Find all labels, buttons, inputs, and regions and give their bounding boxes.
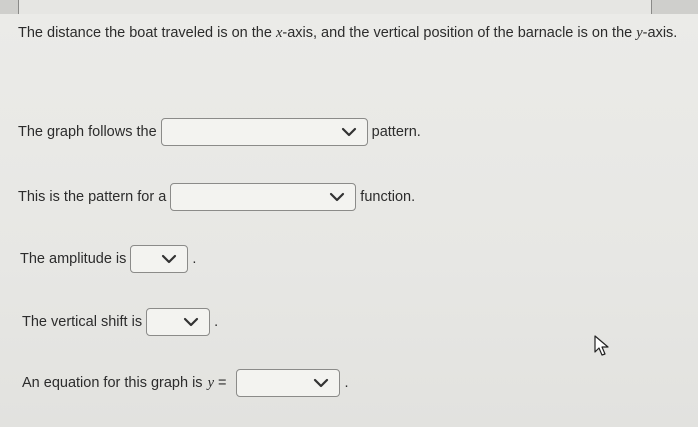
vertical-shift-dropdown[interactable] bbox=[146, 308, 210, 336]
chevron-down-icon bbox=[329, 191, 345, 203]
question-intro bbox=[18, 24, 678, 42]
amplitude-suffix: . bbox=[192, 251, 197, 267]
function-suffix: function. bbox=[360, 189, 416, 205]
mouse-pointer-icon bbox=[594, 335, 610, 362]
previous-answer-cell bbox=[18, 0, 652, 15]
equation-prefix: An equation for this graph is bbox=[22, 375, 203, 391]
equation-row bbox=[22, 369, 349, 397]
vertical-shift-suffix: . bbox=[214, 314, 219, 330]
equation-equals: = bbox=[218, 375, 227, 391]
pattern-dropdown[interactable] bbox=[161, 118, 368, 146]
intro-text-3: -axis. bbox=[642, 25, 678, 41]
vertical-shift-prefix: The vertical shift is bbox=[22, 314, 143, 330]
chevron-down-icon bbox=[161, 253, 177, 265]
vertical-shift-row bbox=[22, 308, 218, 336]
pattern-suffix: pattern. bbox=[371, 124, 421, 140]
function-type-dropdown[interactable] bbox=[170, 183, 356, 211]
intro-var-y: y bbox=[636, 25, 643, 41]
function-type-row bbox=[18, 183, 415, 211]
amplitude-prefix: The amplitude is bbox=[20, 251, 127, 267]
pattern-prefix: The graph follows the bbox=[18, 124, 157, 140]
intro-text-2: -axis, and the vertical position of the barnacle is on the bbox=[282, 25, 637, 41]
intro-var-x: x bbox=[275, 25, 283, 41]
amplitude-row bbox=[20, 245, 196, 273]
function-prefix: This is the pattern for a bbox=[18, 189, 167, 205]
chevron-down-icon bbox=[183, 316, 199, 328]
equation-dropdown[interactable] bbox=[236, 369, 340, 397]
top-strip bbox=[0, 0, 698, 14]
chevron-down-icon bbox=[341, 126, 357, 138]
pattern-row bbox=[18, 118, 421, 146]
equation-var-y: y bbox=[207, 374, 214, 391]
chevron-down-icon bbox=[313, 377, 329, 389]
question-panel bbox=[0, 14, 698, 427]
amplitude-dropdown[interactable] bbox=[130, 245, 188, 273]
equation-suffix: . bbox=[344, 375, 349, 391]
intro-text-1: The distance the boat traveled is on the bbox=[18, 25, 276, 41]
